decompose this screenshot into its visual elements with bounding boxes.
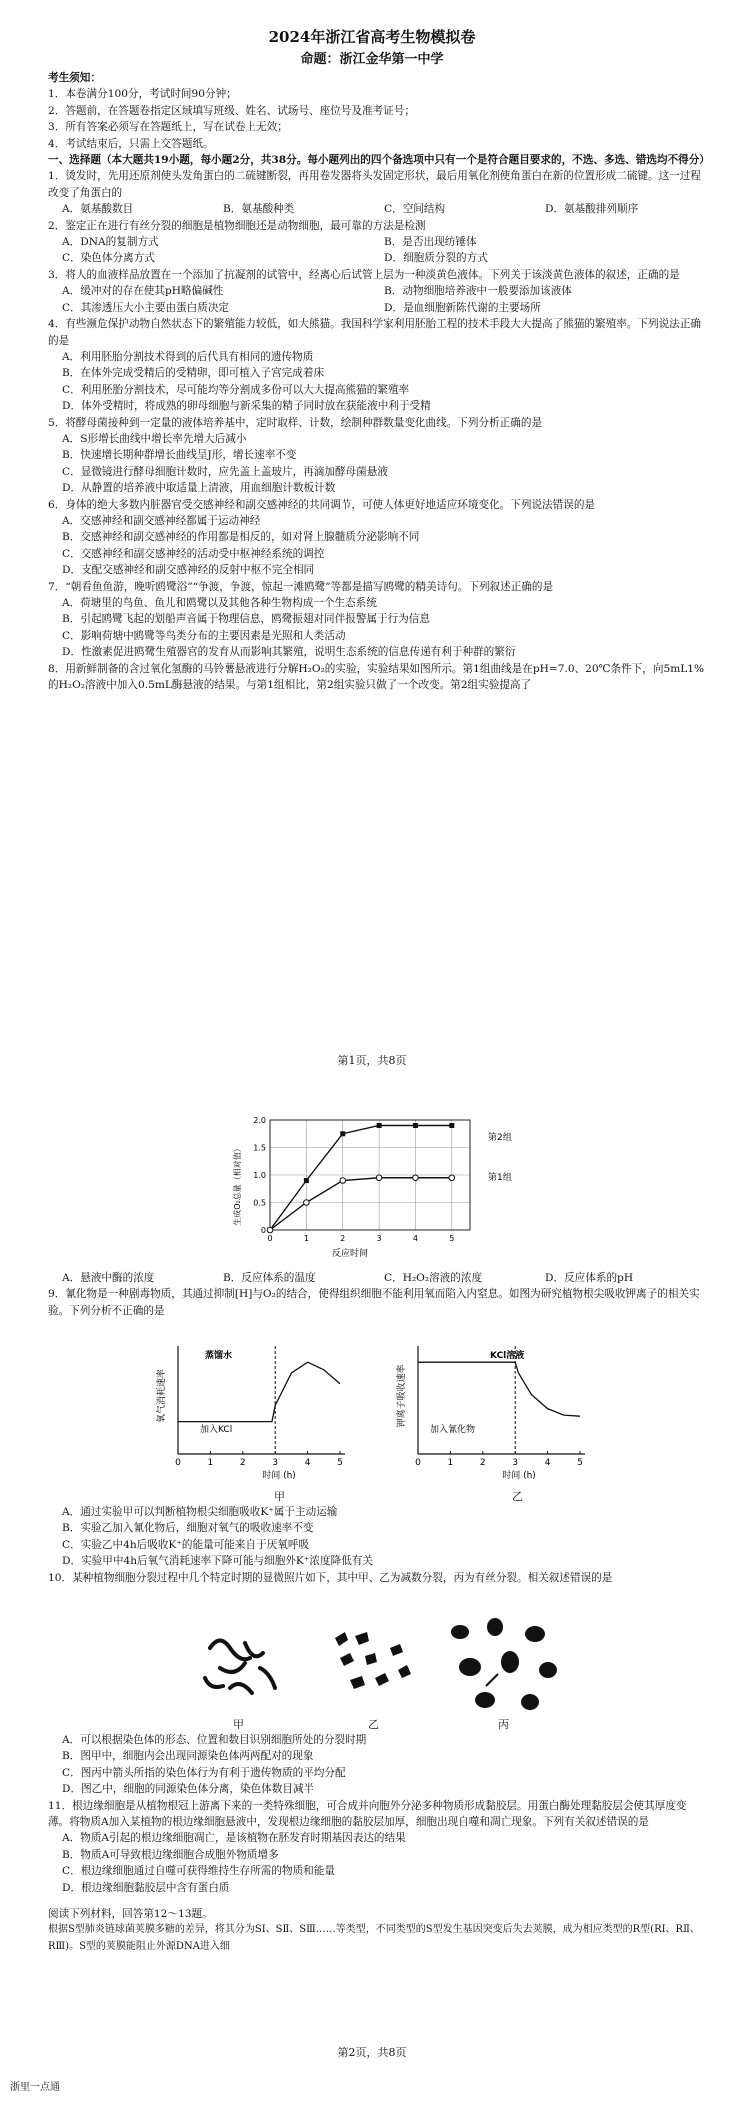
section-heading: 一、选择题（本大题共19小题，每小题2分，共38分。每小题列出的四个备选项中只有一个是符合题目要求的，不选、多选、错选均不得分） — [48, 154, 710, 167]
data-point — [413, 1175, 419, 1181]
q9-options — [48, 1504, 706, 1586]
annotation: 蒸馏水 — [205, 1351, 233, 1361]
data-point — [304, 1178, 309, 1183]
option-b: B．氨基酸种类 — [223, 203, 295, 216]
option-d: D．细胞质分裂的方式 — [384, 252, 488, 265]
option-b: B．反应体系的温度 — [223, 1272, 316, 1284]
notice-item: 3．所有答案必须写在答题纸上，写在试卷上无效； — [48, 121, 288, 134]
q9-jia-chart — [150, 1336, 360, 1486]
y-tick-label: 0.5 — [253, 1198, 266, 1208]
option-c: C．影响荷塘中鸥鹭等鸟类分布的主要因素是光照和人类活动 — [62, 629, 346, 642]
data-point — [449, 1175, 455, 1181]
q10-q11-content — [48, 1732, 706, 1955]
question-stem: 4．有些濒危保护动物自然状态下的繁殖能力较低，如大熊猫。我国科学家利用胚胎工程的技术手段大大提高了熊猫的繁殖率。下列说法正确的是 — [48, 318, 701, 347]
notice-item: 4．考试结束后，只需上交答题纸。 — [48, 137, 214, 150]
x-tick-label: 2 — [479, 1458, 486, 1468]
micrograph-bing — [440, 1612, 570, 1716]
question-stem: 5．将酵母菌接种到一定量的液体培养基中，定时取样、计数，绘制种群数量变化曲线。下列分析正确的是 — [48, 416, 543, 429]
option-d: D．从静置的培养液中取适量上清液，用血细胞计数板计数 — [62, 482, 336, 495]
option-d: D．支配交感神经和副交感神经的反射中枢不完全相同 — [62, 564, 315, 577]
micrograph-bing-image — [440, 1612, 570, 1716]
data-point — [340, 1131, 345, 1136]
option-a: A．DNA的复制方式 — [62, 236, 159, 249]
y-axis-label: 生成O₂总量（相对值） — [233, 1144, 242, 1226]
x-tick-label: 4 — [412, 1234, 419, 1243]
option-a: A．氨基酸数目 — [62, 203, 134, 216]
option-row — [48, 283, 706, 299]
notice-heading: 考生须知： — [48, 72, 101, 84]
q8-graph — [230, 1110, 520, 1264]
option-b: B．物质A可导致根边缘细胞合成胞外物质增多 — [62, 1848, 279, 1861]
option-a: A．S形增长曲线中增长率先增大后减小 — [62, 432, 247, 445]
question-stem: 7．“朝看鱼鱼游，晚听鸥鹭浴”“争渡，争渡，惊起一滩鸥鹭”等都是描写鸥鹭的精美诗句。下列叙述正确的是 — [48, 580, 554, 593]
option-c: C．图丙中箭头所指的染色体行为有利于遗传物质的平均分配 — [62, 1766, 346, 1779]
option-d: D．反应体系的pH — [545, 1272, 634, 1284]
option-c: C．其渗透压大小主要由蛋白质决定 — [62, 301, 230, 314]
page2-content — [48, 1270, 706, 1319]
y-tick-label: 2.0 — [253, 1116, 266, 1125]
figure-label-jia: 甲 — [274, 1490, 285, 1503]
option-d: D．氨基酸排列顺序 — [545, 203, 639, 216]
option-b: B．动物细胞培养液中一般要添加该液体 — [384, 285, 572, 298]
micrograph-jia-image — [190, 1618, 310, 1714]
question-stem: 9．氰化物是一种剧毒物质，其通过抑制[H]与O₂的结合，使得组织细胞不能利用氧而陷入内窒息。如图为研究植物根尖吸收钾离子的相关实验。下列分析不正确的是 — [48, 1288, 700, 1317]
option-a: A．悬液中酶的浓度 — [62, 1272, 155, 1284]
option-a: A．利用胚胎分割技术得到的后代具有相同的遗传物质 — [62, 350, 314, 363]
option-row — [48, 250, 706, 266]
q9-yi-chart — [390, 1336, 590, 1486]
option-b: B．图甲中，细胞内会出现同源染色体两两配对的现象 — [62, 1750, 314, 1763]
x-axis-label: 时间 (h) — [262, 1471, 296, 1481]
x-tick-label: 3 — [376, 1234, 382, 1243]
option-row — [48, 201, 706, 217]
y-axis-label: 氧气消耗速率 — [157, 1368, 167, 1424]
x-tick-label: 5 — [449, 1234, 455, 1243]
option-c: C．染色体分离方式 — [62, 252, 155, 265]
option-a: A．通过实验甲可以判断植物根尖细胞吸收K⁺属于主动运输 — [62, 1506, 338, 1518]
figure-label-yi: 乙 — [512, 1490, 523, 1503]
question-stem: 10．某种植物细胞分裂过程中几个特定时期的显微照片如下，其中甲、乙为减数分裂，丙为有丝分裂。相关叙述错误的是 — [48, 1571, 613, 1584]
data-point — [304, 1200, 310, 1206]
option-c: C．根边缘细胞通过自噬可获得维持生存所需的物质和能量 — [62, 1865, 335, 1878]
series-label-1: 第1组 — [488, 1173, 512, 1183]
option-d: D．性激素促进鸥鹭生殖器官的发育从而影响其繁殖，说明生态系统的信息传递有利于种群的繁衍 — [62, 646, 516, 659]
option-c: C．利用胚胎分割技术，尽可能均等分割成多份可以大大提高熊猫的繁殖率 — [62, 383, 410, 396]
micrograph-yi — [320, 1618, 430, 1714]
annotation: 加入KCl — [200, 1425, 233, 1435]
option-b: B．实验乙加入氰化物后，细胞对氧气的吸收速率不变 — [62, 1522, 314, 1535]
option-b: B．在体外完成受精后的受精卵，即可植入子宫完成着床 — [62, 367, 325, 380]
question-stem: 3．将人的血液样品放置在一个添加了抗凝剂的试管中，经离心后试管上层为一种淡黄色液体。下列关于该淡黄色液体的叙述，正确的是 — [48, 268, 680, 281]
x-axis-label: 反应时间 — [331, 1249, 369, 1259]
option-row — [48, 300, 706, 316]
notice-item: 1．本卷满分100分，考试时间90分钟； — [48, 88, 237, 101]
page-footer: 第1页，共8页 — [337, 1054, 407, 1067]
watermark: 浙里一点通 — [10, 2082, 60, 2093]
page-footer: 第2页，共8页 — [337, 2046, 407, 2059]
q9-graph-jia — [150, 1336, 360, 1490]
micrograph-jia — [190, 1618, 310, 1714]
x-tick-label: 3 — [272, 1458, 279, 1468]
option-d: D．实验甲中4h后氧气消耗速率下降可能与细胞外K⁺浓度降低有关 — [62, 1555, 373, 1568]
data-point — [413, 1123, 418, 1128]
option-b: B．交感神经和副交感神经的作用都是相反的，如对肾上腺髓质分泌影响不同 — [62, 531, 420, 544]
option-c: C．实验乙中4h后吸收K⁺的能量可能来自于厌氧呼吸 — [62, 1538, 310, 1551]
series-line — [178, 1362, 340, 1421]
option-a: A．缓冲对的存在使其pH略偏碱性 — [62, 285, 224, 298]
data-point — [376, 1175, 382, 1181]
option-a: A．交感神经和副交感神经都属于运动神经 — [62, 514, 261, 527]
question-stem: 8．用新鲜制备的含过氧化氢酶的马铃薯悬液进行分解H₂O₂的实验，实验结果如图所示。第1组曲线是在pH=7.0、20℃条件下，向5mL1%的H₂O₂溶液中加入0.5mL酶悬液的结果。与第1组相比，第2组实验只做了一个改变。第2组实验提高了 — [48, 662, 705, 692]
data-point — [340, 1178, 346, 1184]
data-point — [449, 1123, 454, 1128]
question-stem: 2．鉴定正在进行有丝分裂的细胞是植物细胞还是动物细胞，最可靠的方法是检测 — [48, 219, 426, 232]
x-tick-label: 1 — [303, 1234, 309, 1243]
x-tick-label: 5 — [577, 1458, 583, 1468]
x-tick-label: 1 — [207, 1458, 214, 1468]
x-tick-label: 2 — [239, 1458, 246, 1468]
option-d: D．是血细胞新陈代谢的主要场所 — [384, 301, 541, 314]
reading-text: 根据S型肺炎链球菌荚膜多糖的差异，将其分为SⅠ、SⅡ、SⅢ……等类型，不同类型的S型发生基因突变后失去荚膜，成为相应类型的R型(RⅠ、RⅡ、RⅢ)。S型的荚膜能阻止外源DNA进入细 — [48, 1924, 700, 1952]
data-point — [267, 1227, 273, 1233]
page-title: 2024年浙江省高考生物模拟卷 — [268, 28, 476, 46]
q8-line-chart — [230, 1110, 520, 1260]
x-tick-label: 5 — [337, 1458, 343, 1468]
figure-label-q10-yi: 乙 — [368, 1718, 379, 1731]
annotation: KCl溶液 — [490, 1351, 525, 1361]
x-tick-label: 4 — [304, 1458, 311, 1468]
option-d: D．根边缘细胞黏胶层中含有蛋白质 — [62, 1881, 230, 1894]
x-tick-label: 4 — [544, 1458, 551, 1468]
author-line: 命题：浙江金华第一中学 — [300, 52, 444, 67]
option-a: A．荷塘里的鸟鱼、鱼儿和鸥鹭以及其他各种生物构成一个生态系统 — [62, 597, 377, 609]
reading-intro: 阅读下列材料，回答第12～13题。 — [48, 1908, 213, 1921]
y-tick-label: 1.0 — [253, 1171, 266, 1180]
x-tick-label: 1 — [447, 1458, 454, 1468]
option-b: B．引起鸥鹭飞起的划船声音属于物理信息，鸥鹭振翅对同伴报警属于行为信息 — [62, 613, 430, 626]
notice-item: 2．答题前，在答题卷指定区域填写班级、姓名、试场号、座位号及准考证号； — [48, 104, 415, 117]
x-tick-label: 0 — [267, 1234, 273, 1243]
q9-graph-yi — [390, 1336, 590, 1490]
series-label-2: 第2组 — [488, 1133, 512, 1143]
option-row — [48, 1270, 706, 1286]
figure-label-q10-bing: 丙 — [498, 1718, 509, 1731]
x-tick-label: 2 — [340, 1234, 346, 1243]
option-b: B．快速增长期种群增长曲线呈J形，增长速率不变 — [62, 449, 297, 462]
x-tick-label: 0 — [415, 1458, 421, 1468]
annotation: 加入氰化物 — [430, 1425, 476, 1435]
series-line — [270, 1178, 452, 1230]
option-row — [48, 234, 706, 250]
option-d: D．体外受精时，将成熟的卵母细胞与新采集的精子同时放在获能液中利于受精 — [62, 400, 431, 413]
x-tick-label: 3 — [512, 1458, 519, 1468]
option-b: B．是否出现纺锤体 — [384, 236, 477, 249]
option-c: C．显微镜进行酵母细胞计数时，应先盖上盖玻片，再滴加酵母菌悬液 — [62, 465, 388, 478]
y-tick-label: 1.5 — [253, 1143, 266, 1153]
y-tick-label: 0 — [260, 1226, 266, 1235]
option-d: D．图乙中，细胞的同源染色体分离，染色体数目减半 — [62, 1783, 315, 1796]
micrograph-yi-image — [320, 1618, 430, 1714]
option-a: A．物质A引起的根边缘细胞凋亡，是该植物在胚发育时期基因表达的结果 — [62, 1832, 406, 1845]
option-a: A．可以根据染色体的形态、位置和数目识别细胞所处的分裂时期 — [62, 1734, 367, 1746]
option-c: C．交感神经和副交感神经的活动受中枢神经系统的调控 — [62, 547, 325, 560]
page1-content — [48, 70, 710, 693]
option-c: C．空间结构 — [384, 203, 446, 216]
question-stem: 1．烫发时，先用还原剂使头发角蛋白的二硫键断裂，再用卷发器将头发固定形状，最后用氧化剂使角蛋白在新的位置形成二硫键。这一过程改变了角蛋白的 — [48, 170, 701, 199]
question-stem: 11．根边缘细胞是从植物根冠上游离下来的一类特殊细胞，可合成并向胞外分泌多种物质形成黏胶层。用蛋白酶处理黏胶层会使其厚度变薄。将物质A加入某植物的根边缘细胞悬液中，发现根边缘细胞的黏胶层加厚，细胞出现自噬和凋亡现象。下列有关叙述错误的是 — [48, 1799, 687, 1829]
x-axis-label: 时间 (h) — [502, 1471, 536, 1481]
option-c: C．H₂O₂溶液的浓度 — [384, 1272, 483, 1284]
series-line — [418, 1362, 580, 1416]
figure-label-q10-jia: 甲 — [233, 1718, 244, 1731]
question-stem: 6．身体的绝大多数内脏器官受交感神经和副交感神经的共同调节，可使人体更好地适应环境变化。下列说法错误的是 — [48, 498, 596, 511]
x-tick-label: 0 — [175, 1458, 181, 1468]
y-axis-label: 钾离子吸收速率 — [397, 1364, 407, 1428]
data-point — [377, 1123, 382, 1128]
